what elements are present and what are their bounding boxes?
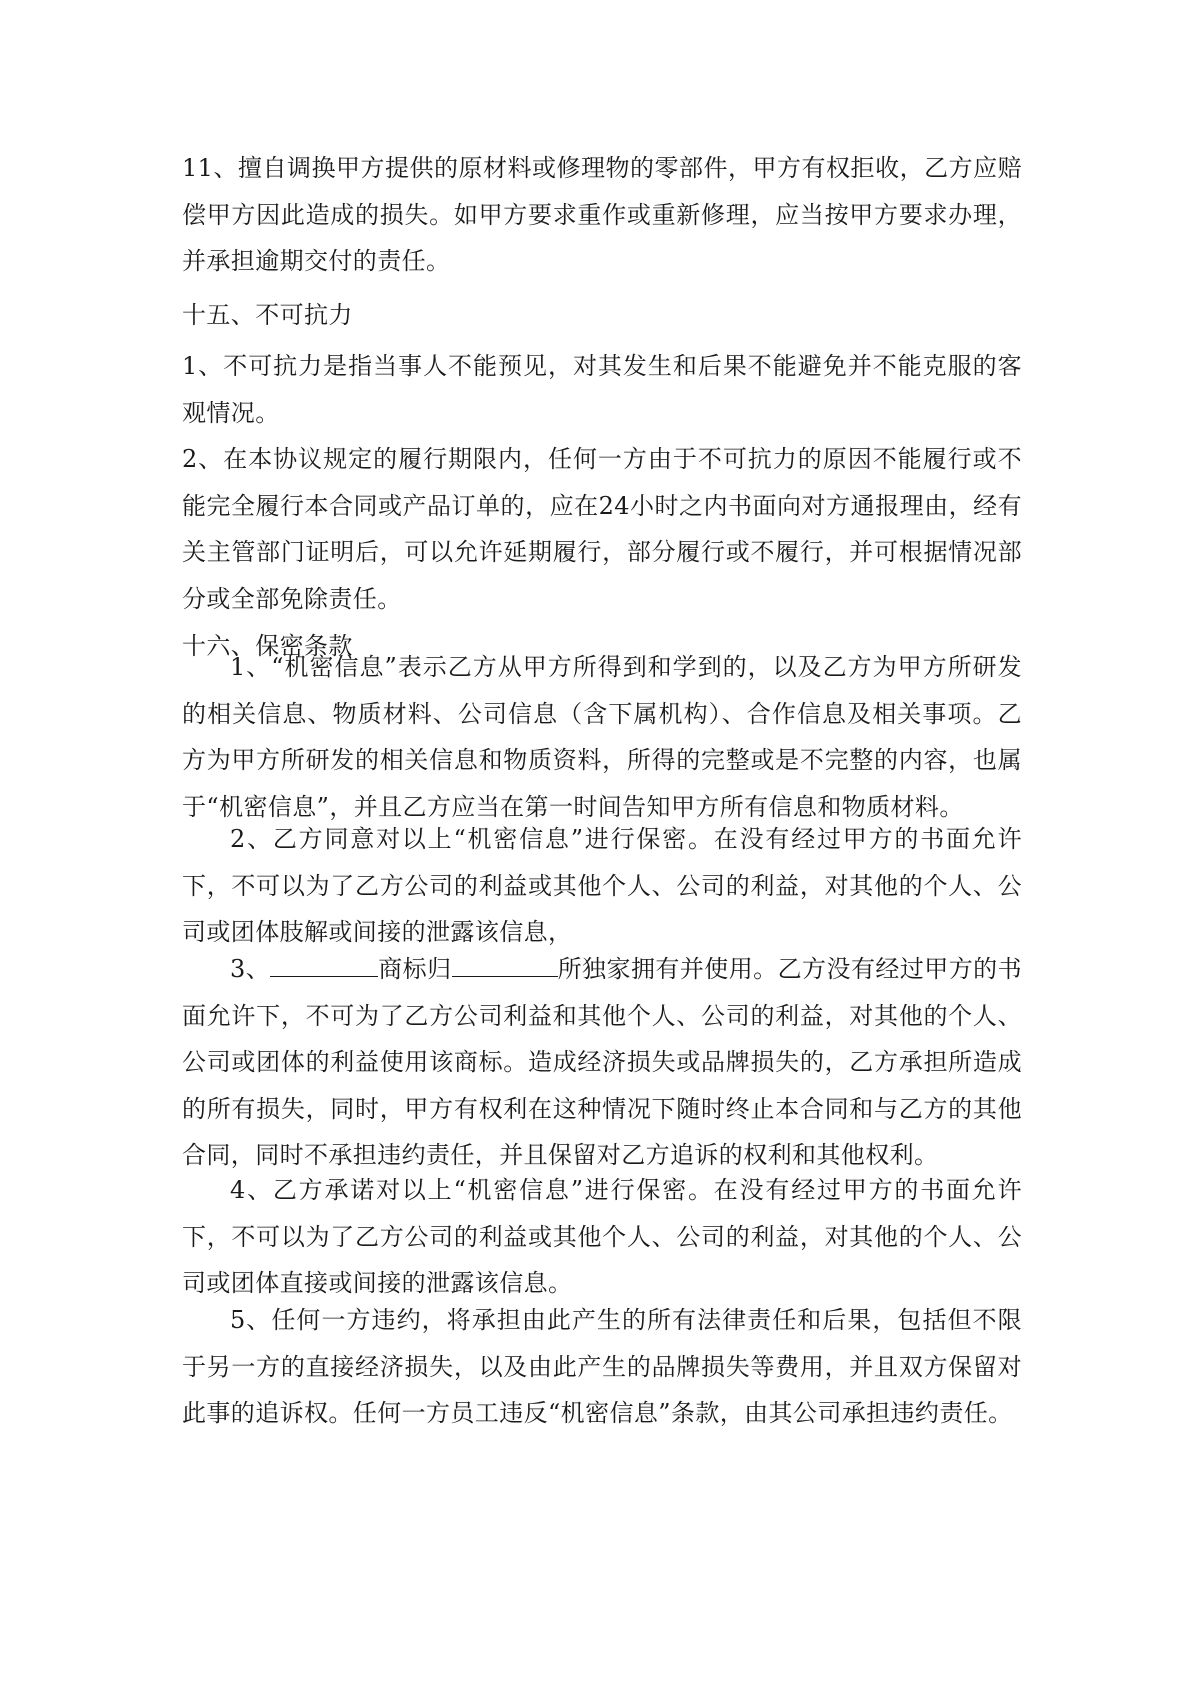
item-3-rest: 所独家拥有并使用。乙方没有经过甲方的书面允许下，不可为了乙方公司利益和其他个人、公司的利益，对其他的个人、公司或团体的利益使用该商标。造成经济损失或品牌损失的，乙方承担所造成的所有损失，同时，甲方有权利在这种情况下随时终止本合同和与乙方的其他合同，同时不承担违约责任，并且保留对乙方追诉的权利和其他权利。	[182, 955, 1023, 1170]
trademark-name-blank	[270, 948, 378, 977]
trademark-owner-blank	[452, 948, 558, 977]
item-3-prefix: 3、	[230, 955, 271, 983]
section-16-item-5: 5、任何一方违约，将承担由此产生的所有法律责任和后果，包括但不限于另一方的直接经济损失，以及由此产生的品牌损失等费用，并且双方保留对此事的追诉权。任何一方员工违反“机密信息”条款，由其公司承担违约责任。	[182, 1306, 1022, 1428]
section-16-item-5-block	[182, 1297, 1022, 1437]
section-15-heading: 十五、不可抗力	[182, 301, 353, 329]
section-15-body	[182, 343, 1022, 669]
section-15	[182, 292, 1022, 339]
section-16-item-2: 2、乙方同意对以上“机密信息”进行保密。在没有经过甲方的书面允许下，不可以为了乙方公司的利益或其他个人、公司的利益，对其他的个人、公司或团体肢解或间接的泄露该信息，	[182, 825, 1022, 947]
item-3-middle: 商标归	[378, 955, 452, 983]
section-16-item-3	[182, 946, 1022, 1179]
section-16-item-1: 1、“机密信息”表示乙方从甲方所得到和学到的，以及乙方为甲方所研发的相关信息、物质材料、公司信息（含下属机构）、合作信息及相关事项。乙方为甲方所研发的相关信息和物质资料，所得的完整或是不完整的内容，也属于“机密信息”，并且乙方应当在第一时间告知甲方所有信息和物质材料。	[182, 653, 1022, 821]
section-15-item-1: 1、不可抗力是指当事人不能预见，对其发生和后果不能避免并不能克服的客观情况。	[182, 352, 1022, 427]
section-16-item-3-block	[182, 946, 1022, 1179]
section-16-item-1-block	[182, 644, 1022, 830]
section-16-heading: 十六、保密条款	[182, 631, 353, 660]
section-15-item-2: 2、在本协议规定的履行期限内，任何一方由于不可抗力的原因不能履行或不能完全履行本合同或产品订单的，应在24小时之内书面向对方通报理由，经有关主管部门证明后，可以允许延期履行，部分履行或不履行，并可根据情况部分或全部免除责任。	[182, 445, 1022, 613]
clause-11	[182, 145, 1022, 285]
clause-11-text: 11、擅自调换甲方提供的原材料或修理物的零部件，甲方有权拒收，乙方应赔偿甲方因此造成的损失。如甲方要求重作或重新修理，应当按甲方要求办理，并承担逾期交付的责任。	[182, 154, 1022, 276]
section-16-item-4-block	[182, 1167, 1022, 1307]
section-16-item-2-block	[182, 816, 1022, 956]
section-16-item-4: 4、乙方承诺对以上“机密信息”进行保密。在没有经过甲方的书面允许下，不可以为了乙方公司的利益或其他个人、公司的利益，对其他的个人、公司或团体直接或间接的泄露该信息。	[182, 1176, 1022, 1298]
